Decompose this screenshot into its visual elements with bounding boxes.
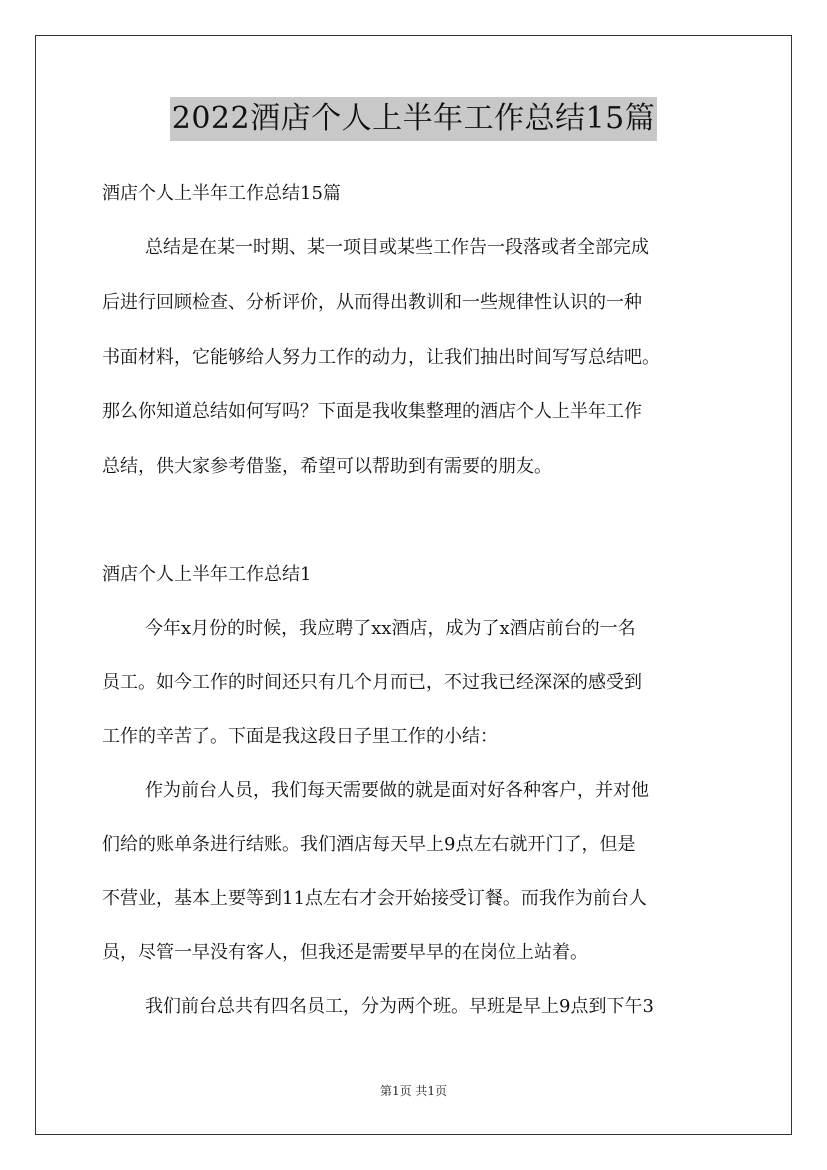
intro-line-2: 后进行回顾检查、分析评价，从而得出教训和一些规律性认识的一种	[102, 292, 642, 313]
section-heading: 酒店个人上半年工作总结1	[102, 564, 312, 585]
section-line-6: 不营业，基本上要等到11点左右才会开始接受订餐。而我作为前台人	[102, 888, 647, 909]
intro-line-5: 总结，供大家参考借鉴，希望可以帮助到有需要的朋友。	[102, 456, 552, 477]
document-title-wrapper	[0, 97, 827, 141]
section-line-8: 我们前台总共有四名员工，分为两个班。早班是早上9点到下午3	[145, 996, 654, 1017]
section-line-4: 作为前台人员，我们每天需要做的就是面对好各种客户，并对他	[145, 780, 649, 801]
document-subtitle: 酒店个人上半年工作总结15篇	[102, 183, 341, 204]
page-footer: 第1页 共1页	[379, 1084, 448, 1098]
section-line-3: 工作的辛苦了。下面是我这段日子里工作的小结：	[102, 726, 498, 747]
intro-line-3: 书面材料，它能够给人努力工作的动力，让我们抽出时间写写总结吧。	[102, 347, 660, 368]
section-line-1: 今年x月份的时候，我应聘了xx酒店，成为了x酒店前台的一名	[145, 618, 636, 639]
document-title: 2022酒店个人上半年工作总结15篇	[170, 97, 658, 141]
section-line-5: 们给的账单条进行结账。我们酒店每天早上9点左右就开门了，但是	[102, 834, 636, 855]
intro-line-4: 那么你知道总结如何写吗？下面是我收集整理的酒店个人上半年工作	[102, 401, 642, 422]
intro-line-1: 总结是在某一时期、某一项目或某些工作告一段落或者全部完成	[145, 237, 649, 258]
section-line-2: 员工。如今工作的时间还只有几个月而已，不过我已经深深的感受到	[102, 672, 642, 693]
section-line-7: 员，尽管一早没有客人，但我还是需要早早的在岗位上站着。	[102, 942, 588, 963]
